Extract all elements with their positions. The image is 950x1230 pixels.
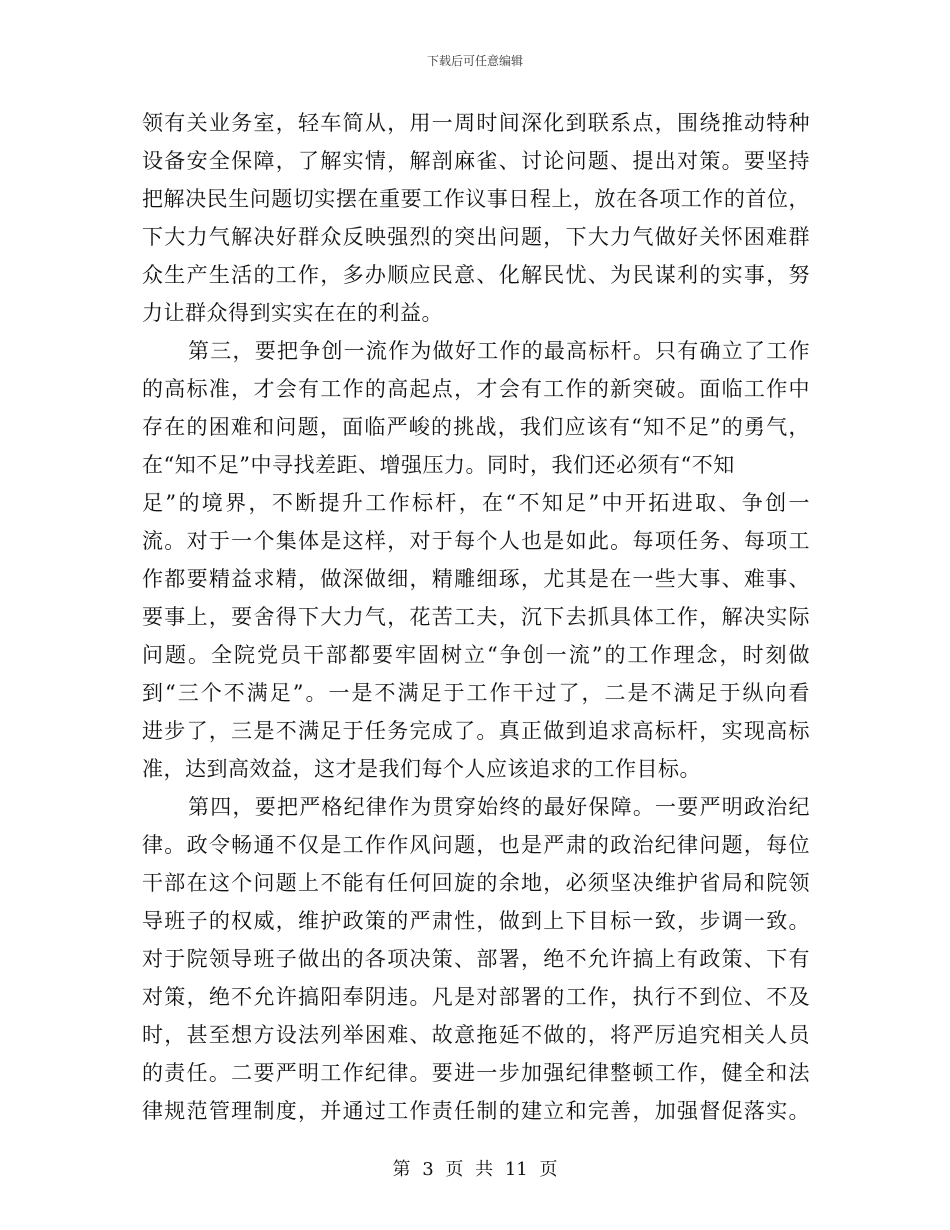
paragraph-line: 流。对于一个集体是这样，对于每个人也是如此。每项任务、每项工 — [142, 529, 810, 553]
paragraph-line: 准，达到高效益，这才是我们每个人应该追求的工作目标。 — [142, 757, 701, 781]
paragraph-line: 第四，要把严格纪律作为贯穿始终的最好保障。一要严明政治纪 — [188, 795, 810, 819]
paragraph-line: 问题。全院党员干部都要牢固树立“争创一流”的工作理念，时刻做 — [142, 643, 810, 667]
paragraph-line: 存在的困难和问题，面临严峻的挑战，我们应该有“知不足”的勇气， — [142, 415, 810, 439]
paragraph-line: 下大力气解决好群众反映强烈的突出问题，下大力气做好关怀困难群 — [142, 225, 810, 249]
paragraph-line: 足”的境界，不断提升工作标杆，在“不知足”中开拓进取、争创一 — [142, 491, 810, 515]
paragraph-line: 时，甚至想方设法列举困难、故意拖延不做的，将严厉追究相关人员 — [142, 1023, 810, 1047]
paragraph-line: 领有关业务室，轻车简从，用一周时间深化到联系点，围绕推动特种 — [142, 111, 810, 135]
document-body — [142, 104, 810, 1130]
paragraph-line: 进步了，三是不满足于任务完成了。真正做到追求高标杆，实现高标 — [142, 719, 810, 743]
paragraph-line: 导班子的权威，维护政策的严肃性，做到上下目标一致，步调一致。 — [142, 909, 810, 933]
paragraph-3 — [142, 788, 810, 1130]
paragraph-line: 律规范管理制度，并通过工作责任制的建立和完善，加强督促落实。 — [142, 1099, 810, 1123]
page-number-footer: 第 3 页 共 11 页 — [392, 1159, 558, 1180]
paragraph-line: 的高标准，才会有工作的高起点，才会有工作的新突破。面临工作中 — [142, 377, 810, 401]
paragraph-line: 要事上，要舍得下大力气，花苦工夫，沉下去抓具体工作，解决实际 — [142, 605, 810, 629]
paragraph-line: 作都要精益求精，做深做细，精雕细琢，尤其是在一些大事、难事、 — [142, 567, 810, 591]
paragraph-line: 到“三个不满足”。一是不满足于工作干过了，二是不满足于纵向看 — [142, 681, 810, 705]
paragraph-line: 设备安全保障，了解实情，解剖麻雀、讨论问题、提出对策。要坚持 — [142, 149, 810, 173]
paragraph-line: 在“知不足”中寻找差距、增强压力。同时，我们还必须有“不知 — [142, 453, 735, 477]
paragraph-line: 干部在这个问题上不能有任何回旋的余地，必须坚决维护省局和院领 — [142, 871, 810, 895]
paragraph-1 — [142, 104, 810, 332]
paragraph-line: 众生产生活的工作，多办顺应民意、化解民忧、为民谋利的实事，努 — [142, 263, 810, 287]
paragraph-line: 对策，绝不允许搞阳奉阴违。凡是对部署的工作，执行不到位、不及 — [142, 985, 810, 1009]
paragraph-line: 对于院领导班子做出的各项决策、部署，绝不允许搞上有政策、下有 — [142, 947, 810, 971]
paragraph-line: 第三，要把争创一流作为做好工作的最高标杆。只有确立了工作 — [188, 339, 810, 363]
paragraph-line: 的责任。二要严明工作纪律。要进一步加强纪律整顿工作，健全和法 — [142, 1061, 810, 1085]
paragraph-line: 把解决民生问题切实摆在重要工作议事日程上，放在各项工作的首位， — [142, 187, 810, 211]
paragraph-line: 力让群众得到实实在在的利益。 — [142, 301, 443, 325]
paragraph-line: 律。政令畅通不仅是工作作风问题，也是严肃的政治纪律问题，每位 — [142, 833, 810, 857]
paragraph-2 — [142, 332, 810, 788]
page-header: 下载后可任意编辑 — [426, 54, 523, 68]
